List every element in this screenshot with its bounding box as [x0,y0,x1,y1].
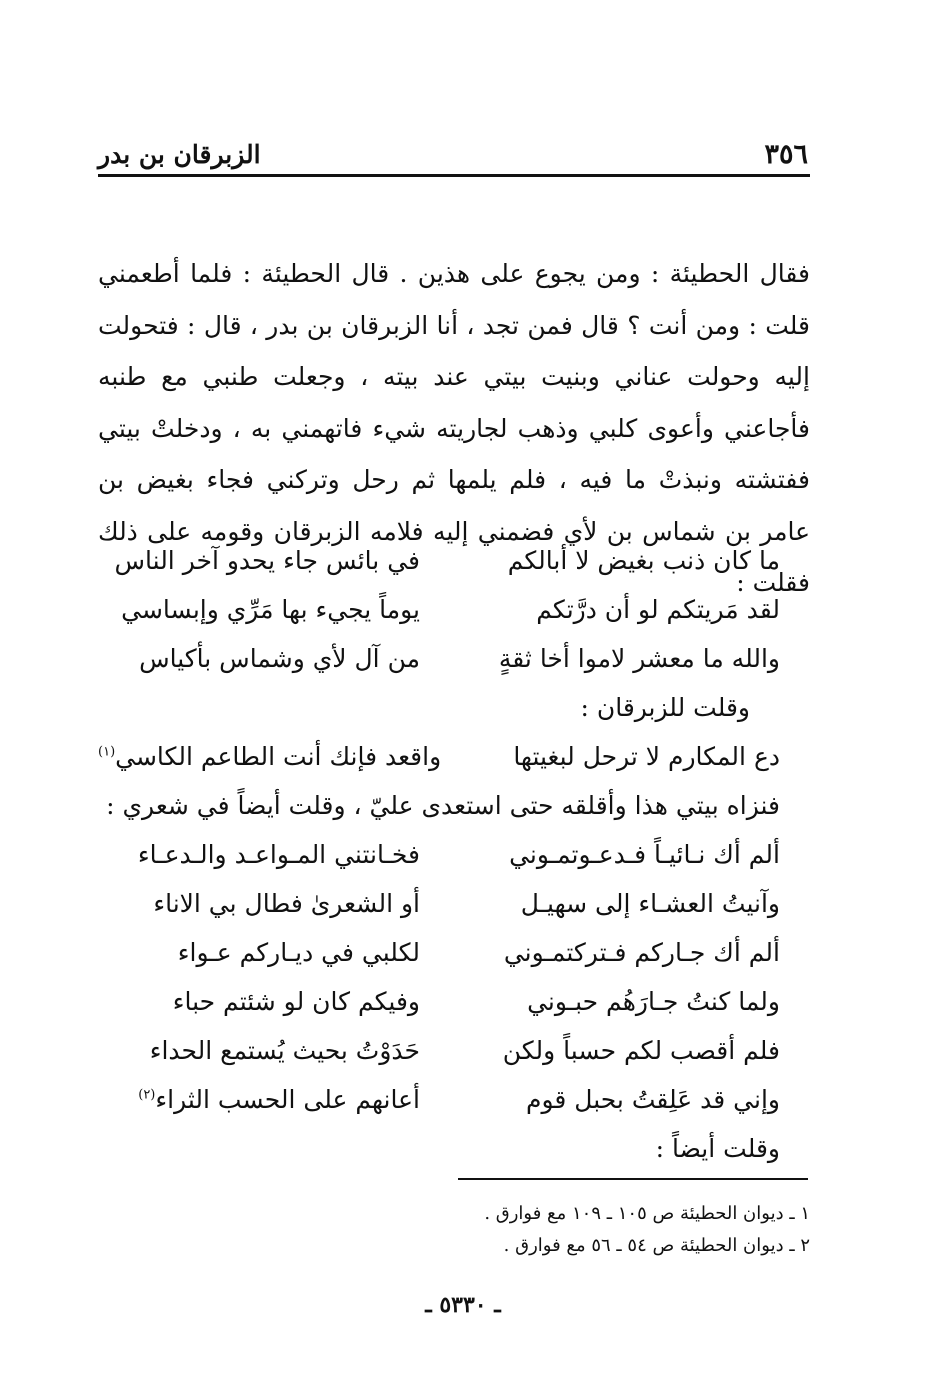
verse-hemistich-first: ألم أك جـاركم فـتركتمـوني [503,938,780,967]
verse-line [98,928,810,977]
verse-hemistich-first: ولما كنتُ جـارَهُم حبـوني [527,987,780,1016]
verse-line [98,536,810,585]
prose-line: فنزاه بيتي هذا وأقلقه حتى استعدى عليّ ، وقلت أيضاً في شعري : [106,791,780,820]
verse-hemistich-second: حَدَوْتُ بحيث يُستمع الحداء [149,1036,420,1065]
verse-intro: وقلت للزبرقان : [580,693,750,722]
verse-hemistich-second: لكلبي في ديـاركم عـواء [177,938,420,967]
verse-line [98,1075,810,1124]
verse-hemistich-first: لقد مَريتكم لو أن درَّتكم [536,595,780,624]
verse-line [98,634,810,683]
verse-hemistich-second: فخـانتني المـواعـد والـدعـاء [137,840,420,869]
verse-hemistich-second: من آل لأي وشماس بأكياس [139,644,420,673]
verse-hemistich-second: أو الشعرىٰ فطال بي الاناء [153,889,420,918]
page-number: ٣٥٦ [764,138,808,170]
footnotes [98,1198,810,1262]
verse-hemistich-first: دع المكارم لا ترحل لبغيتها [513,742,780,771]
verse-line [98,830,810,879]
poem-1 [98,536,810,1173]
verse-line [98,732,810,781]
footnote-2: ٢ ـ ديوان الحطيئة ص ٥٤ ـ ٥٦ مع فوارق . [503,1235,810,1256]
verse-line [98,879,810,928]
verse-hemistich-first: ألم أك نـائيـاً فـدعـوتمـوني [509,840,780,869]
verse-hemistich-first: وإني قد عَلِقتُ بحبل قوم [526,1085,780,1114]
verse-hemistich-second [98,1085,440,1114]
verse-hemistich-first: والله ما معشر لاموا أخا ثقةٍ [498,644,780,673]
verse-line [98,1026,810,1075]
paragraph-1: فقال الحطيئة : ومن يجوع على هذين . قال الحطيئة : فلما أطعمني قلت : ومن أنت ؟ قال فمن تجد ، أنا الزبرقان بن بدر ، قال : فتحولت إليه وحولت عناني وبنيت بيتي عند بيته ، وجعلت طنبي مع طنبه فأجاعني وأعوى كلبي وذهب لجاريته شيء فاتهمني به ، ودخلتْ بيتي ففتشته ونبذتْ ما فيه ، فلم يلمها ثم رحل وتركني فجاء بغيض بن عامر بن شماس بن لأي فضمني إليه فلامه الزبرقان وقومه على ذلك فقلت : [98,259,810,597]
footnote-marker: (١) [98,744,116,760]
running-title: الزبرقان بن بدر [98,139,261,169]
verse-line [98,585,810,634]
verse-hemistich-text: أعانهم على الحسب الثراء [155,1085,420,1114]
folio-number: ـ ٥٣٣٠ ـ [425,1292,501,1318]
footnote-marker: (٢) [138,1087,156,1103]
verse-hemistich-second [98,742,461,771]
verse-hemistich-second: يوماً يجيء بها مَرِّي وإبساسي [121,595,420,624]
verse-intro: وقلت أيضاً : [655,1134,780,1163]
page-header [98,132,808,176]
footnote-1: ١ ـ ديوان الحطيئة ص ١٠٥ ـ ١٠٩ مع فوارق . [484,1203,810,1224]
footnote-rule [458,1178,808,1180]
verse-hemistich-first: فلم أقصب لكم حسباً ولكن [502,1036,780,1065]
verse-hemistich-second: وفيكم كان لو شئتم حباء [172,987,420,1016]
verse-hemistich-text: واقعد فإنك أنت الطاعم الكاسي [115,742,442,771]
header-rule [98,174,810,177]
verse-line [98,977,810,1026]
verse-hemistich-second: في بائس جاء يحدو آخر الناس [114,546,420,575]
verse-hemistich-first: وآنيتُ العشـاء إلى سهيـل [520,889,780,918]
verse-hemistich-first: ما كان ذنب بغيض لا أبالكم [507,546,780,575]
